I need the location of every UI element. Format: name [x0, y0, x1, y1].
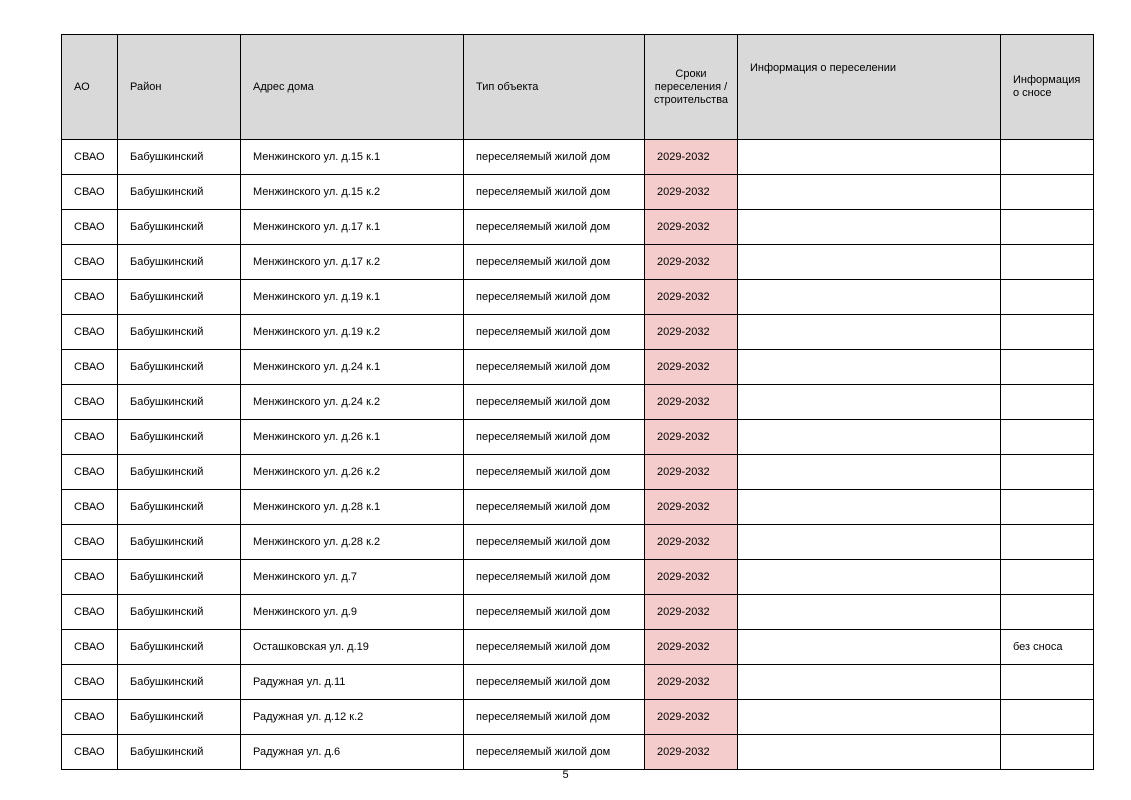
- cell-district: Бабушкинский: [118, 420, 241, 455]
- cell-object-type: переселяемый жилой дом: [464, 700, 645, 735]
- cell-object-type: переселяемый жилой дом: [464, 455, 645, 490]
- table-row: [62, 490, 1094, 525]
- cell-dates: 2029-2032: [645, 665, 738, 700]
- cell-ao: СВАО: [62, 525, 118, 560]
- cell-info-demolition: [1001, 385, 1094, 420]
- cell-address: Менжинского ул. д.28 к.1: [241, 490, 464, 525]
- cell-object-type: переселяемый жилой дом: [464, 280, 645, 315]
- table-row: [62, 665, 1094, 700]
- cell-ao: СВАО: [62, 175, 118, 210]
- cell-address: Менжинского ул. д.9: [241, 595, 464, 630]
- table-row: [62, 455, 1094, 490]
- table-row: [62, 735, 1094, 770]
- cell-district: Бабушкинский: [118, 560, 241, 595]
- cell-ao: СВАО: [62, 210, 118, 245]
- cell-address: Менжинского ул. д.26 к.2: [241, 455, 464, 490]
- cell-address: Менжинского ул. д.15 к.1: [241, 140, 464, 175]
- cell-ao: СВАО: [62, 735, 118, 770]
- cell-info-resettlement: [738, 210, 1001, 245]
- cell-dates: 2029-2032: [645, 420, 738, 455]
- cell-district: Бабушкинский: [118, 140, 241, 175]
- cell-address: Радужная ул. д.6: [241, 735, 464, 770]
- cell-info-resettlement: [738, 525, 1001, 560]
- cell-info-resettlement: [738, 665, 1001, 700]
- cell-address: Менжинского ул. д.28 к.2: [241, 525, 464, 560]
- table-row: [62, 420, 1094, 455]
- cell-info-resettlement: [738, 630, 1001, 665]
- cell-address: Менжинского ул. д.17 к.2: [241, 245, 464, 280]
- cell-object-type: переселяемый жилой дом: [464, 385, 645, 420]
- table-row: [62, 280, 1094, 315]
- cell-object-type: переселяемый жилой дом: [464, 420, 645, 455]
- cell-object-type: переселяемый жилой дом: [464, 140, 645, 175]
- table-row: [62, 560, 1094, 595]
- cell-district: Бабушкинский: [118, 280, 241, 315]
- cell-district: Бабушкинский: [118, 665, 241, 700]
- table-row: [62, 315, 1094, 350]
- table-row: [62, 630, 1094, 665]
- resettlement-table: [61, 34, 1094, 770]
- cell-info-demolition: [1001, 665, 1094, 700]
- cell-dates: 2029-2032: [645, 595, 738, 630]
- cell-district: Бабушкинский: [118, 175, 241, 210]
- cell-district: Бабушкинский: [118, 315, 241, 350]
- cell-info-demolition: [1001, 315, 1094, 350]
- cell-district: Бабушкинский: [118, 210, 241, 245]
- cell-info-resettlement: [738, 420, 1001, 455]
- cell-address: Менжинского ул. д.17 к.1: [241, 210, 464, 245]
- cell-info-demolition: [1001, 700, 1094, 735]
- cell-dates: 2029-2032: [645, 210, 738, 245]
- cell-info-demolition: [1001, 210, 1094, 245]
- cell-info-demolition: [1001, 140, 1094, 175]
- cell-info-demolition: без сноса: [1001, 630, 1094, 665]
- cell-district: Бабушкинский: [118, 490, 241, 525]
- cell-object-type: переселяемый жилой дом: [464, 350, 645, 385]
- cell-address: Менжинского ул. д.24 к.1: [241, 350, 464, 385]
- table-body: [62, 140, 1094, 770]
- cell-info-resettlement: [738, 560, 1001, 595]
- cell-info-demolition: [1001, 455, 1094, 490]
- cell-dates: 2029-2032: [645, 455, 738, 490]
- cell-info-resettlement: [738, 315, 1001, 350]
- cell-ao: СВАО: [62, 630, 118, 665]
- cell-info-resettlement: [738, 175, 1001, 210]
- table-row: [62, 385, 1094, 420]
- cell-address: Менжинского ул. д.15 к.2: [241, 175, 464, 210]
- cell-ao: СВАО: [62, 420, 118, 455]
- cell-info-demolition: [1001, 350, 1094, 385]
- cell-dates: 2029-2032: [645, 560, 738, 595]
- cell-ao: СВАО: [62, 595, 118, 630]
- cell-object-type: переселяемый жилой дом: [464, 490, 645, 525]
- cell-address: Менжинского ул. д.7: [241, 560, 464, 595]
- cell-info-demolition: [1001, 175, 1094, 210]
- cell-district: Бабушкинский: [118, 525, 241, 560]
- cell-dates: 2029-2032: [645, 700, 738, 735]
- cell-district: Бабушкинский: [118, 385, 241, 420]
- cell-dates: 2029-2032: [645, 315, 738, 350]
- cell-info-demolition: [1001, 245, 1094, 280]
- cell-info-demolition: [1001, 525, 1094, 560]
- cell-info-resettlement: [738, 280, 1001, 315]
- cell-ao: СВАО: [62, 700, 118, 735]
- cell-address: Менжинского ул. д.19 к.1: [241, 280, 464, 315]
- cell-info-resettlement: [738, 595, 1001, 630]
- header-address: Адрес дома: [241, 35, 464, 140]
- cell-ao: СВАО: [62, 280, 118, 315]
- cell-ao: СВАО: [62, 385, 118, 420]
- cell-dates: 2029-2032: [645, 280, 738, 315]
- cell-object-type: переселяемый жилой дом: [464, 210, 645, 245]
- cell-info-resettlement: [738, 735, 1001, 770]
- cell-object-type: переселяемый жилой дом: [464, 560, 645, 595]
- cell-ao: СВАО: [62, 560, 118, 595]
- cell-ao: СВАО: [62, 490, 118, 525]
- cell-address: Осташковская ул. д.19: [241, 630, 464, 665]
- cell-address: Менжинского ул. д.26 к.1: [241, 420, 464, 455]
- cell-info-demolition: [1001, 735, 1094, 770]
- cell-info-demolition: [1001, 420, 1094, 455]
- cell-info-resettlement: [738, 490, 1001, 525]
- cell-district: Бабушкинский: [118, 735, 241, 770]
- header-info-demolition: Информация о сносе: [1001, 35, 1094, 140]
- table-row: [62, 700, 1094, 735]
- cell-object-type: переселяемый жилой дом: [464, 315, 645, 350]
- cell-object-type: переселяемый жилой дом: [464, 245, 645, 280]
- cell-info-demolition: [1001, 280, 1094, 315]
- header-district: Район: [118, 35, 241, 140]
- cell-ao: СВАО: [62, 245, 118, 280]
- table-row: [62, 210, 1094, 245]
- cell-dates: 2029-2032: [645, 140, 738, 175]
- cell-object-type: переселяемый жилой дом: [464, 525, 645, 560]
- table-row: [62, 595, 1094, 630]
- cell-ao: СВАО: [62, 665, 118, 700]
- page-number: 5: [562, 769, 569, 781]
- cell-district: Бабушкинский: [118, 350, 241, 385]
- table-row: [62, 350, 1094, 385]
- cell-address: Радужная ул. д.11: [241, 665, 464, 700]
- cell-dates: 2029-2032: [645, 490, 738, 525]
- header-row: [62, 35, 1094, 140]
- cell-info-resettlement: [738, 700, 1001, 735]
- cell-object-type: переселяемый жилой дом: [464, 630, 645, 665]
- table-row: [62, 140, 1094, 175]
- cell-address: Радужная ул. д.12 к.2: [241, 700, 464, 735]
- cell-info-demolition: [1001, 595, 1094, 630]
- cell-dates: 2029-2032: [645, 245, 738, 280]
- cell-district: Бабушкинский: [118, 455, 241, 490]
- cell-info-demolition: [1001, 560, 1094, 595]
- table-header: [62, 35, 1094, 140]
- cell-dates: 2029-2032: [645, 525, 738, 560]
- cell-info-resettlement: [738, 385, 1001, 420]
- cell-district: Бабушкинский: [118, 245, 241, 280]
- header-info-resettlement: Информация о переселении: [738, 35, 1001, 140]
- cell-object-type: переселяемый жилой дом: [464, 595, 645, 630]
- header-object-type: Тип объекта: [464, 35, 645, 140]
- cell-dates: 2029-2032: [645, 630, 738, 665]
- cell-ao: СВАО: [62, 455, 118, 490]
- header-dates: Сроки переселения / строительства: [645, 35, 738, 140]
- cell-info-resettlement: [738, 245, 1001, 280]
- cell-info-resettlement: [738, 140, 1001, 175]
- table-row: [62, 245, 1094, 280]
- cell-address: Менжинского ул. д.24 к.2: [241, 385, 464, 420]
- cell-ao: СВАО: [62, 315, 118, 350]
- cell-info-resettlement: [738, 350, 1001, 385]
- cell-dates: 2029-2032: [645, 175, 738, 210]
- cell-dates: 2029-2032: [645, 735, 738, 770]
- cell-ao: СВАО: [62, 140, 118, 175]
- cell-district: Бабушкинский: [118, 630, 241, 665]
- table-row: [62, 175, 1094, 210]
- cell-info-resettlement: [738, 455, 1001, 490]
- cell-address: Менжинского ул. д.19 к.2: [241, 315, 464, 350]
- cell-object-type: переселяемый жилой дом: [464, 665, 645, 700]
- cell-object-type: переселяемый жилой дом: [464, 735, 645, 770]
- cell-info-demolition: [1001, 490, 1094, 525]
- cell-object-type: переселяемый жилой дом: [464, 175, 645, 210]
- cell-dates: 2029-2032: [645, 385, 738, 420]
- cell-district: Бабушкинский: [118, 700, 241, 735]
- cell-district: Бабушкинский: [118, 595, 241, 630]
- cell-dates: 2029-2032: [645, 350, 738, 385]
- table-row: [62, 525, 1094, 560]
- header-ao: АО: [62, 35, 118, 140]
- cell-ao: СВАО: [62, 350, 118, 385]
